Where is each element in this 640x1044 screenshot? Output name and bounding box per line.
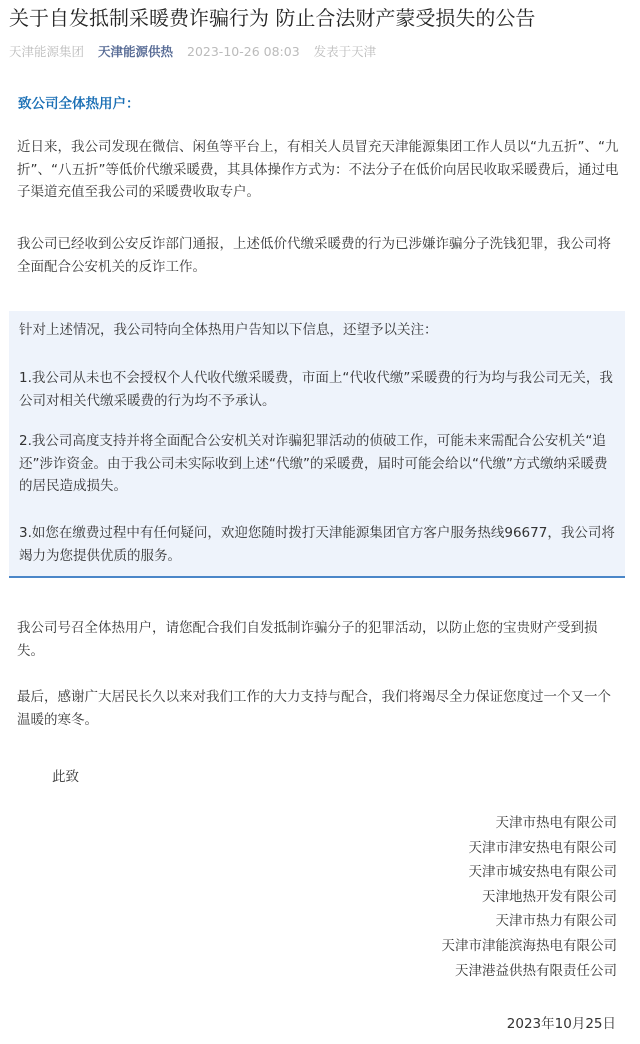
meta-datetime: 2023-10-26 08:03	[187, 44, 300, 59]
meta-account-link[interactable]: 天津能源供热	[98, 44, 174, 59]
salutation-cizhi: 此致	[52, 769, 79, 785]
signatory: 天津市津能滨海热电有限公司	[441, 937, 617, 954]
notice-box	[9, 311, 625, 578]
article-title: 关于自发抵制采暖费诈骗行为 防止合法财产蒙受损失的公告	[9, 6, 536, 30]
meta-location: 发表于天津	[313, 44, 377, 59]
signatory: 天津市热力有限公司	[495, 913, 617, 930]
notice-date: 2023年10月25日	[506, 1016, 616, 1032]
notice-item-1: 1.我公司从未也不会授权个人代收代缴采暖费，市面上“代收代缴”采暖费的行为均与我公司无关，我公司对相关代缴采暖费的行为均不予承认。	[19, 370, 613, 409]
intro-paragraph-2: 我公司已经收到公安反诈部门通报，上述低价代缴采暖费的行为已涉嫌诈骗分子洗钱犯罪，我公司将全面配合公安机关的反诈工作。	[17, 236, 611, 275]
signatory: 天津港益供热有限责任公司	[455, 962, 617, 979]
closing-paragraph-1: 我公司号召全体热用户，请您配合我们自发抵制诈骗分子的犯罪活动，以防止您的宝贵财产受到损失。	[17, 620, 598, 659]
signatory: 天津地热开发有限公司	[482, 888, 617, 905]
meta-source: 天津能源集团	[9, 44, 85, 59]
notice-lead: 针对上述情况，我公司特向全体热用户告知以下信息，还望予以关注：	[19, 322, 438, 338]
signatory: 天津市热电有限公司	[495, 815, 617, 831]
signatory: 天津市津安热电有限公司	[468, 839, 617, 856]
intro-paragraph-1: 近日来，我公司发现在微信、闲鱼等平台上，有相关人员冒充天津能源集团工作人员以“九五折”、“九折”、“八五折”等低价代缴采暖费，其具体操作方式为：不法分子在低价向居民收取采暖费后，通过电子渠道充值至我公司的采暖费收取专户。	[17, 139, 619, 200]
notice-item-2: 2.我公司高度支持并将全面配合公安机关对诈骗犯罪活动的侦破工作，可能未来需配合公安机关“追还”涉诈资金。由于我公司未实际收到上述“代缴”的采暖费，届时可能会给以“代缴”方式缴纳采暖费的居民造成损失。	[19, 433, 608, 494]
closing-paragraph-2: 最后，感谢广大居民长久以来对我们工作的大力支持与配合，我们将竭尽全力保证您度过一个又一个温暖的寒冬。	[17, 689, 611, 728]
greeting: 致公司全体热用户：	[18, 96, 140, 112]
signatory: 天津市城安热电有限公司	[468, 864, 617, 881]
signatory-list	[442, 811, 618, 983]
article-meta	[9, 42, 386, 60]
notice-item-3: 3.如您在缴费过程中有任何疑问，欢迎您随时拨打天津能源集团官方客户服务热线96677，我公司将竭力为您提供优质的服务。	[19, 525, 615, 564]
